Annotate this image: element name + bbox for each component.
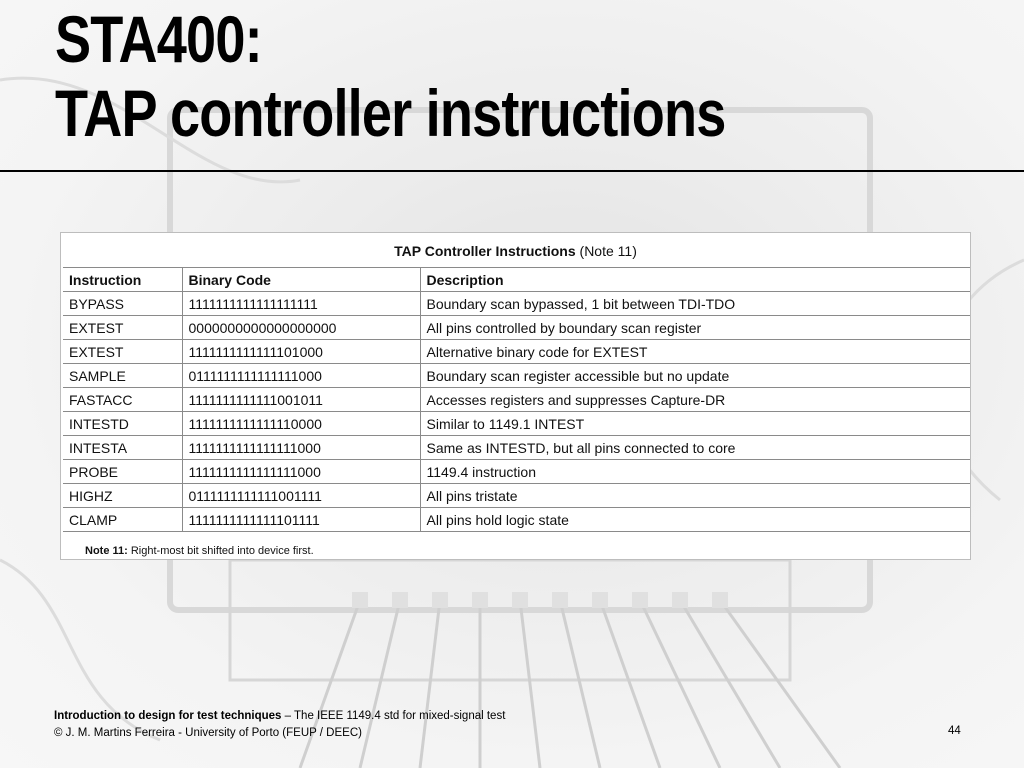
- cell-binary-code: 1111111111111111000: [182, 436, 420, 460]
- cell-binary-code: 1111111111111110000: [182, 412, 420, 436]
- cell-description: 1149.4 instruction: [420, 460, 970, 484]
- table-row: [63, 484, 970, 508]
- cell-instruction: CLAMP: [63, 508, 182, 532]
- cell-instruction: FASTACC: [63, 388, 182, 412]
- table-caption: [61, 243, 970, 259]
- table-row: [63, 460, 970, 484]
- cell-instruction: EXTEST: [63, 340, 182, 364]
- footer-copyright: © J. M. Martins Ferreira - University of Porto (FEUP / DEEC): [54, 727, 362, 739]
- table-caption-note: (Note 11): [575, 243, 637, 259]
- table-row: [63, 364, 970, 388]
- instructions-table-panel: [60, 232, 971, 560]
- slide-footer: [54, 708, 505, 742]
- cell-instruction: SAMPLE: [63, 364, 182, 388]
- cell-instruction: BYPASS: [63, 292, 182, 316]
- footer-course-subtitle: – The IEEE 1149.4 std for mixed-signal test: [281, 710, 506, 722]
- table-row: [63, 436, 970, 460]
- footnote-text: Right-most bit shifted into device first.: [127, 545, 314, 557]
- header-description: Description: [420, 268, 970, 292]
- table-row: [63, 292, 970, 316]
- footnote-label: Note 11:: [85, 545, 128, 557]
- instructions-table: [63, 267, 970, 532]
- cell-binary-code: 1111111111111111111: [182, 292, 420, 316]
- cell-description: Same as INTESTD, but all pins connected to core: [420, 436, 970, 460]
- table-caption-title: TAP Controller Instructions: [394, 243, 576, 259]
- cell-instruction: INTESTD: [63, 412, 182, 436]
- cell-description: Alternative binary code for EXTEST: [420, 340, 970, 364]
- table-body: [63, 292, 970, 532]
- table-row: [63, 388, 970, 412]
- slide-title-line-2: TAP controller instructions: [55, 76, 726, 150]
- cell-instruction: INTESTA: [63, 436, 182, 460]
- cell-instruction: PROBE: [63, 460, 182, 484]
- cell-binary-code: 1111111111111111000: [182, 460, 420, 484]
- footer-course-line: [54, 708, 505, 725]
- header-instruction: Instruction: [63, 268, 182, 292]
- cell-description: Similar to 1149.1 INTEST: [420, 412, 970, 436]
- table-header-row: [63, 268, 970, 292]
- cell-description: Boundary scan bypassed, 1 bit between TDI-TDO: [420, 292, 970, 316]
- cell-description: Boundary scan register accessible but no update: [420, 364, 970, 388]
- cell-instruction: HIGHZ: [63, 484, 182, 508]
- table-row: [63, 412, 970, 436]
- table-footnote: [85, 545, 314, 557]
- slide-title-line-1: STA400:: [55, 2, 262, 76]
- cell-instruction: EXTEST: [63, 316, 182, 340]
- title-divider: [0, 170, 1024, 172]
- cell-description: All pins hold logic state: [420, 508, 970, 532]
- footer-course-title: Introduction to design for test techniques: [54, 710, 282, 722]
- table-row: [63, 340, 970, 364]
- cell-binary-code: 1111111111111101111: [182, 508, 420, 532]
- header-binary-code: Binary Code: [182, 268, 420, 292]
- page-number: 44: [948, 725, 961, 737]
- cell-binary-code: 0111111111111111000: [182, 364, 420, 388]
- table-row: [63, 508, 970, 532]
- cell-binary-code: 1111111111111101000: [182, 340, 420, 364]
- cell-binary-code: 1111111111111001011: [182, 388, 420, 412]
- cell-description: Accesses registers and suppresses Capture-DR: [420, 388, 970, 412]
- slide-title: [55, 2, 725, 150]
- cell-description: All pins tristate: [420, 484, 970, 508]
- cell-binary-code: 0000000000000000000: [182, 316, 420, 340]
- cell-binary-code: 0111111111111001111: [182, 484, 420, 508]
- cell-description: All pins controlled by boundary scan register: [420, 316, 970, 340]
- table-row: [63, 316, 970, 340]
